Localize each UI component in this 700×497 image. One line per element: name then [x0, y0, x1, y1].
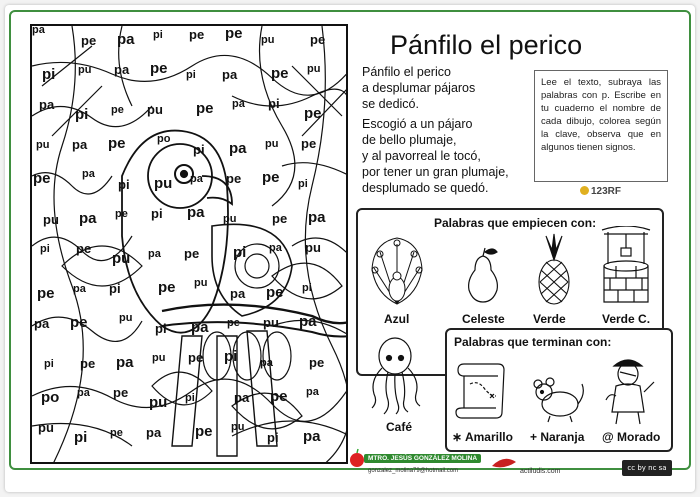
syllable-label: pe [188, 350, 204, 365]
syllable-label: pe [195, 423, 213, 440]
syllable-label: pa [116, 354, 134, 371]
syllable-label: pe [115, 208, 128, 220]
syllable-label: pa [77, 387, 90, 399]
syllable-label: pi [151, 206, 163, 221]
key-end-heading: Palabras que terminan con: [454, 335, 612, 349]
syllable-label: pe [196, 100, 214, 117]
syllable-label: pa [73, 283, 86, 295]
syllable-label: pa [269, 242, 282, 254]
coloring-picture [30, 24, 348, 464]
poem-line: de bello plumaje, [362, 133, 457, 147]
syllable-label: pe [37, 285, 55, 302]
poem-line: por tener un gran plumaje, [362, 165, 509, 179]
syllable-label: pi [155, 321, 167, 336]
syllable-label: pe [113, 385, 129, 400]
key-label-celeste: Celeste [462, 312, 505, 326]
syllable-label: pu [263, 315, 279, 330]
syllable-label: pa [232, 98, 245, 110]
syllable-label: pa [32, 24, 45, 36]
page-title: Pánfilo el perico [390, 30, 583, 60]
syllable-label: pe [110, 427, 123, 439]
syllable-label: pi [109, 281, 121, 296]
key-label-azul: Azul [384, 312, 410, 326]
syllable-label: pe [80, 356, 96, 371]
syllable-label: pu [36, 139, 50, 151]
watermark-text: 123RF [591, 186, 622, 197]
syllable-label: pe [262, 169, 280, 186]
syllable-label: pe [309, 355, 325, 370]
syllable-label: pa [148, 248, 161, 260]
syllable-label: pe [158, 279, 176, 296]
key-label-morado: @ Morado [602, 430, 661, 444]
syllable-label: pu [261, 34, 275, 46]
poem-stanza-2 [362, 116, 509, 196]
syllable-label: pa [146, 425, 162, 440]
syllable-label: pu [305, 240, 321, 255]
syllable-label: pa [260, 357, 273, 369]
syllable-label: pu [119, 312, 133, 324]
syllable-label: pu [307, 63, 321, 75]
syllable-label: pa [230, 286, 246, 301]
poem-line: Escogió a un pájaro [362, 117, 473, 131]
poem-stanza-1 [362, 64, 475, 112]
key-label-cafe: Café [386, 420, 413, 434]
key-start-heading: Palabras que empiecen con: [434, 216, 597, 230]
syllable-label: pe [227, 317, 240, 329]
syllable-label: pu [152, 352, 166, 364]
syllable-label: pe [225, 25, 243, 42]
syllable-label: pi [74, 429, 88, 446]
syllable-label: pe [111, 104, 124, 116]
key-label-verde: Verde [533, 312, 566, 326]
key-label-amarillo: ∗ Amarillo [452, 430, 513, 444]
syllable-label: pi [40, 243, 50, 255]
key-label-naranja: + Naranja [530, 430, 585, 444]
syllable-label: pu [112, 250, 131, 267]
syllable-label: pa [303, 428, 321, 445]
syllable-label: pa [190, 173, 203, 185]
syllable-label: pe [33, 170, 51, 187]
syllable-label: pe [70, 314, 88, 331]
syllable-label: pu [149, 394, 168, 411]
syllable-label: pe [81, 33, 97, 48]
poem-line: Pánfilo el perico [362, 65, 451, 79]
syllable-label: pu [38, 420, 54, 435]
syllable-label: pa [82, 168, 95, 180]
well-icon [598, 226, 654, 306]
pear-icon [463, 246, 503, 304]
syllable-label: pa [39, 97, 55, 112]
poem-line: y al pavorreal le tocó, [362, 149, 481, 163]
syllable-label: pe [271, 65, 289, 82]
syllable-label: pe [272, 211, 288, 226]
teacher-email: gonzalez_molina79@hotmail.com [368, 468, 459, 474]
syllable-label: pi [44, 358, 54, 370]
syllable-label: pa [308, 209, 326, 226]
syllable-label: pe [189, 27, 205, 42]
syllable-label: pi [186, 69, 196, 81]
map-icon [454, 356, 510, 424]
syllable-label: pa [191, 319, 209, 336]
syllable-label: pa [306, 386, 319, 398]
syllable-label: pa [187, 204, 205, 221]
peacock-icon [366, 234, 428, 308]
license-badge: cc by nc sa [622, 460, 672, 476]
syllable-label: pi [118, 177, 130, 192]
pirate-icon [598, 352, 658, 426]
instructions-box: Lee el texto, subraya las palabras con p. Escribe en tu cuaderno el nombre de cada dibujo, colorea según la clave, observa que en algunos tienen signos. [534, 70, 668, 182]
syllable-label: pa [234, 390, 250, 405]
syllable-label: pi [268, 96, 280, 111]
syllable-label: pe [301, 136, 317, 151]
syllable-label: pi [224, 348, 238, 365]
syllable-label: pi [267, 430, 279, 445]
syllable-label: pi [185, 392, 195, 404]
syllable-label: pi [298, 178, 308, 190]
syllable-label: pu [154, 175, 173, 192]
syllable-label: pi [42, 66, 56, 83]
syllable-label: pe [108, 135, 126, 152]
poem-line: se dedicó. [362, 97, 419, 111]
syllable-label: pa [229, 140, 247, 157]
pineapple-icon [532, 232, 576, 306]
poem-line: a desplumar pájaros [362, 81, 476, 95]
syllable-label: pe [310, 32, 326, 47]
syllable-label: pa [299, 313, 317, 330]
syllable-label: pe [150, 60, 168, 77]
syllable-label: pe [270, 388, 288, 405]
syllable-label: pe [266, 284, 284, 301]
syllable-label: pu [194, 277, 208, 289]
watermark-icon [580, 186, 589, 195]
syllable-label: pe [226, 171, 242, 186]
syllable-label: pu [78, 64, 92, 76]
syllable-label: po [157, 133, 171, 145]
syllable-label: pe [76, 241, 92, 256]
actiludis-logo-icon [490, 456, 518, 470]
syllable-label: pe [184, 246, 200, 261]
syllable-label: pi [193, 142, 205, 157]
syllable-label: pu [231, 421, 245, 433]
key-label-verde-claro: Verde C. [602, 312, 651, 326]
syllable-label: pi [75, 106, 89, 123]
syllable-label: pa [222, 67, 238, 82]
syllable-label: pu [223, 213, 237, 225]
syllable-label: pa [34, 316, 50, 331]
syllable-label: pi [233, 244, 247, 261]
syllable-label: pa [114, 62, 130, 77]
watermark [580, 186, 621, 197]
syllable-label: pi [302, 282, 312, 294]
syllable-label: pu [265, 138, 279, 150]
poem-line: desplumado se quedó. [362, 181, 489, 195]
octopus-icon [366, 336, 424, 416]
syllable-label: po [41, 389, 60, 406]
rat-icon [530, 374, 586, 424]
syllable-label: pa [72, 137, 88, 152]
syllable-label: pe [304, 105, 322, 122]
teacher-name: MTRO. JESÚS GONZÁLEZ MOLINA [364, 454, 481, 463]
site-link[interactable]: actiludis.com [520, 468, 561, 475]
syllable-label: pu [43, 212, 59, 227]
syllable-label: pu [147, 102, 163, 117]
syllable-label: pa [117, 31, 135, 48]
syllable-label: pi [153, 29, 163, 41]
syllable-label: pa [79, 210, 97, 227]
